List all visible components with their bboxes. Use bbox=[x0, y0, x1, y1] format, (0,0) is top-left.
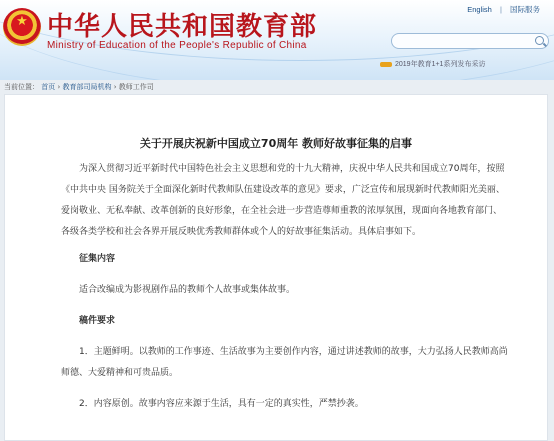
breadcrumb bbox=[0, 80, 554, 94]
section-heading-requirements: 稿件要求 bbox=[79, 316, 116, 326]
article-body bbox=[61, 159, 509, 415]
spacer bbox=[61, 384, 509, 394]
top-links bbox=[461, 4, 540, 15]
requirement-item: 1．主题鲜明。以教师的工作事迹、生活故事为主要创作内容，通过讲述教师的故事，大力弘扬人民教师高尚师德、大爱精神和可贵品质。 bbox=[61, 347, 508, 378]
notice-badge-icon bbox=[380, 62, 392, 67]
breadcrumb-separator: › bbox=[57, 83, 61, 91]
spacer bbox=[61, 270, 509, 280]
article-container bbox=[4, 94, 548, 441]
breadcrumb-home[interactable]: 首页 bbox=[41, 83, 56, 91]
breadcrumb-prefix: 当前位置： bbox=[4, 83, 39, 91]
requirement-item: 2．内容原创。故事内容应来源于生活，具有一定的真实性，严禁抄袭。 bbox=[79, 399, 364, 409]
site-title-english: Ministry of Education of the People's Republic of China bbox=[47, 40, 307, 51]
section-heading-content: 征集内容 bbox=[79, 254, 116, 264]
news-ticker-text[interactable]: 2019年教育1+1系列发布采访 bbox=[395, 61, 486, 68]
emblem-star: ★ bbox=[16, 14, 28, 29]
site-header bbox=[0, 0, 554, 80]
english-link[interactable]: English bbox=[467, 5, 492, 14]
search-input[interactable] bbox=[391, 33, 549, 49]
spacer bbox=[61, 332, 509, 342]
news-ticker[interactable] bbox=[380, 59, 485, 69]
spacer bbox=[61, 301, 509, 311]
breadcrumb-section[interactable]: 教育部司局机构 bbox=[62, 83, 112, 91]
national-emblem-icon[interactable] bbox=[3, 8, 41, 46]
breadcrumb-current[interactable]: 教师工作司 bbox=[118, 83, 154, 91]
link-separator: | bbox=[499, 5, 502, 14]
search-icon[interactable] bbox=[535, 36, 544, 45]
international-service-link[interactable]: 国际服务 bbox=[510, 5, 540, 14]
breadcrumb-separator: › bbox=[113, 83, 117, 91]
site-title-chinese[interactable]: 中华人民共和国教育部 bbox=[47, 12, 318, 42]
article-title: 关于开展庆祝新中国成立70周年 教师好故事征集的启事 bbox=[139, 137, 413, 150]
section-content-paragraph: 适合改编成为影视剧作品的教师个人故事或集体故事。 bbox=[79, 285, 296, 295]
intro-paragraph: 为深入贯彻习近平新时代中国特色社会主义思想和党的十九大精神，庆祝中华人民共和国成立70周年，按照《中共中央 国务院关于全面深化新时代教师队伍建设改革的意见》要求，广泛宣传和展现新时代教师阳光美丽、爱岗敬业、无私奉献、改革创新的良好形象，在全社会进一步营造尊师重教的浓厚氛围，现面向各地教育部门、各级各类学校和社会各界开展反映优秀教师群体或个人的好故事征集活动。具体启事如下。 bbox=[61, 164, 505, 237]
